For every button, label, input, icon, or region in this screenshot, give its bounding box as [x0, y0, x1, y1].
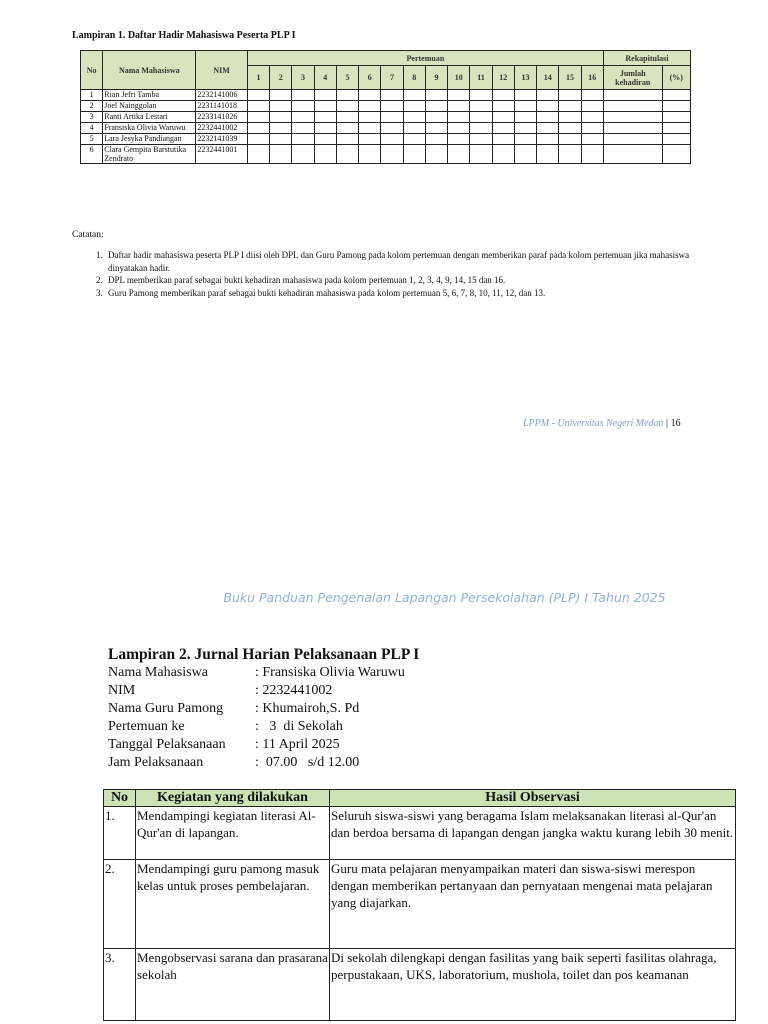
attendance-cell[interactable] — [603, 101, 662, 112]
attendance-cell[interactable] — [448, 112, 470, 123]
attendance-cell[interactable] — [662, 101, 690, 112]
attendance-cell[interactable] — [514, 112, 536, 123]
attendance-cell[interactable] — [559, 123, 581, 134]
attendance-cell[interactable] — [603, 90, 662, 101]
footer-org: LPPM - Universitas Negeri Medan — [523, 418, 664, 429]
attendance-cell[interactable] — [662, 123, 690, 134]
attendance-cell[interactable] — [336, 90, 358, 101]
row-nim: 2231141018 — [196, 101, 248, 112]
row-kegiatan: Mendampingi guru pamong masuk kelas untuk proses pembelajaran. — [136, 860, 330, 949]
note-item: 1. Daftar hadir mahasiswa peserta PLP I diisi oleh DPL dan Guru Pamong pada kolom pertemuan dengan memberikan paraf pada kolom pertemuan jika mahasiswa dinyatakan hadir. — [105, 249, 705, 274]
row-nim: 2232441001 — [196, 145, 248, 164]
attendance-cell[interactable] — [270, 123, 292, 134]
attendance-cell[interactable] — [537, 112, 559, 123]
col-session: 7 — [381, 66, 403, 90]
col-session: 2 — [270, 66, 292, 90]
attendance-cell[interactable] — [492, 123, 514, 134]
row-name: Rian Jefri Tamba — [103, 90, 196, 101]
col-session: 15 — [559, 66, 581, 90]
attendance-cell[interactable] — [603, 134, 662, 145]
attendance-cell[interactable] — [537, 123, 559, 134]
col-session: 11 — [470, 66, 492, 90]
row-kegiatan: Mendampingi kegiatan literasi Al-Qur'an di lapangan. — [136, 807, 330, 860]
attendance-cell[interactable] — [425, 90, 447, 101]
col-no: No — [81, 51, 103, 90]
table-row — [81, 101, 691, 112]
col-session: 14 — [537, 66, 559, 90]
attendance-cell[interactable] — [336, 145, 358, 164]
info-row — [108, 700, 405, 718]
attendance-cell[interactable] — [292, 90, 314, 101]
attendance-title: Lampiran 1. Daftar Hadir Mahasiswa Peserta PLP I — [72, 30, 296, 41]
info-row — [108, 754, 405, 772]
attendance-cell[interactable] — [403, 123, 425, 134]
attendance-cell[interactable] — [662, 145, 690, 164]
journal-table — [103, 789, 736, 1021]
col-jumlah: Jumlah kehadiran — [603, 66, 662, 90]
attendance-cell[interactable] — [470, 112, 492, 123]
attendance-cell[interactable] — [359, 134, 381, 145]
attendance-cell[interactable] — [514, 134, 536, 145]
attendance-cell[interactable] — [559, 134, 581, 145]
attendance-cell[interactable] — [381, 145, 403, 164]
row-name: Joel Nainggolan — [103, 101, 196, 112]
attendance-cell[interactable] — [662, 134, 690, 145]
notes-list — [72, 249, 705, 299]
row-no: 2. — [104, 860, 136, 949]
row-hasil: Di sekolah dilengkapi dengan fasilitas yang baik seperti fasilitas olahraga, perpustakaan, UKS, laboratorium, mushola, toilet dan pos keamanan — [330, 949, 736, 1021]
attendance-cell[interactable] — [537, 134, 559, 145]
info-label: Pertemuan ke — [108, 719, 185, 734]
attendance-cell[interactable] — [381, 123, 403, 134]
attendance-cell[interactable] — [292, 101, 314, 112]
col-pertemuan: Pertemuan — [247, 51, 603, 66]
row-name: Clara Gempita Barstutika Zendrato — [103, 145, 196, 164]
attendance-cell[interactable] — [425, 134, 447, 145]
info-row — [108, 718, 405, 736]
page-header: Buku Panduan Pengenalan Lapangan Persekolahan (PLP) I Tahun 2025 — [223, 590, 666, 605]
attendance-cell[interactable] — [270, 90, 292, 101]
attendance-cell[interactable] — [336, 123, 358, 134]
student-info — [108, 664, 405, 772]
attendance-cell[interactable] — [603, 123, 662, 134]
attendance-cell[interactable] — [603, 145, 662, 164]
attendance-cell[interactable] — [425, 145, 447, 164]
attendance-cell[interactable] — [537, 90, 559, 101]
attendance-table — [80, 50, 691, 164]
col-session: 9 — [425, 66, 447, 90]
attendance-cell[interactable] — [381, 112, 403, 123]
attendance-cell[interactable] — [270, 145, 292, 164]
row-kegiatan: Mengobservasi sarana dan prasarana sekolah — [136, 949, 330, 1021]
attendance-cell[interactable] — [292, 134, 314, 145]
attendance-cell[interactable] — [270, 101, 292, 112]
info-label: Tanggal Pelaksanaan — [108, 737, 226, 752]
info-label: Jam Pelaksanaan — [108, 755, 204, 770]
attendance-cell[interactable] — [559, 101, 581, 112]
attendance-cell[interactable] — [581, 145, 603, 164]
note-item: 3. Guru Pamong memberikan paraf sebagai bukti kehadiran mahasiswa pada kolom pertemuan 5, 6, 7, 8, 10, 11, 12, dan 13. — [105, 287, 705, 300]
attendance-cell[interactable] — [270, 112, 292, 123]
table-row — [104, 807, 736, 860]
attendance-cell[interactable] — [403, 101, 425, 112]
journal-title: Lampiran 2. Jurnal Harian Pelaksanaan PLP I — [108, 646, 420, 663]
attendance-cell[interactable] — [425, 112, 447, 123]
attendance-cell[interactable] — [470, 134, 492, 145]
row-no: 3 — [81, 112, 103, 123]
page-number: 16 — [670, 418, 681, 429]
row-hasil: Seluruh siswa-siswi yang beragama Islam melaksanakan literasi al-Qur'an dan berdoa bersama di lapangan dengan jangka waktu kurang lebih 30 menit. — [330, 807, 736, 860]
attendance-cell[interactable] — [381, 134, 403, 145]
attendance-cell[interactable] — [314, 123, 336, 134]
attendance-cell[interactable] — [662, 112, 690, 123]
row-no: 2 — [81, 101, 103, 112]
col-session: 1 — [247, 66, 269, 90]
row-nim: 2232441002 — [196, 123, 248, 134]
attendance-cell[interactable] — [492, 90, 514, 101]
col-session: 13 — [514, 66, 536, 90]
notes-heading: Catatan: — [72, 230, 104, 240]
info-value: : 11 April 2025 — [255, 737, 340, 752]
info-value: : 07.00 s/d 12.00 — [255, 755, 360, 770]
info-label: NIM — [108, 683, 136, 698]
row-nim: 2232141039 — [196, 134, 248, 145]
attendance-cell[interactable] — [448, 123, 470, 134]
attendance-cell[interactable] — [336, 112, 358, 123]
footer-separator: | — [663, 418, 671, 429]
attendance-cell[interactable] — [359, 112, 381, 123]
attendance-cell[interactable] — [662, 90, 690, 101]
info-value: : 3 di Sekolah — [255, 719, 343, 734]
attendance-cell[interactable] — [514, 123, 536, 134]
attendance-cell[interactable] — [514, 90, 536, 101]
row-no: 1 — [81, 90, 103, 101]
table-row — [104, 860, 736, 949]
attendance-cell[interactable] — [470, 123, 492, 134]
attendance-cell[interactable] — [247, 134, 269, 145]
col-hasil: Hasil Observasi — [330, 790, 736, 807]
info-value: : Fransiska Olivia Waruwu — [255, 665, 405, 680]
row-no: 5 — [81, 134, 103, 145]
attendance-cell[interactable] — [537, 145, 559, 164]
row-no: 1. — [104, 807, 136, 860]
attendance-cell[interactable] — [403, 134, 425, 145]
col-name: Nama Mahasiswa — [103, 51, 196, 90]
table-row — [81, 134, 691, 145]
col-kegiatan: Kegiatan yang dilakukan — [136, 790, 330, 807]
row-nim: 2233141026 — [196, 112, 248, 123]
row-nim: 2232141006 — [196, 90, 248, 101]
attendance-cell[interactable] — [581, 134, 603, 145]
info-label: Nama Mahasiswa — [108, 665, 208, 680]
attendance-cell[interactable] — [359, 145, 381, 164]
attendance-cell[interactable] — [514, 145, 536, 164]
table-row — [104, 949, 736, 1021]
attendance-cell[interactable] — [470, 101, 492, 112]
attendance-cell[interactable] — [559, 145, 581, 164]
attendance-cell[interactable] — [381, 90, 403, 101]
row-no: 6 — [81, 145, 103, 164]
attendance-cell[interactable] — [270, 134, 292, 145]
row-no: 3. — [104, 949, 136, 1021]
attendance-cell[interactable] — [403, 145, 425, 164]
col-session: 6 — [359, 66, 381, 90]
col-session: 12 — [492, 66, 514, 90]
row-hasil: Guru mata pelajaran menyampaikan materi dan siswa-siswi merespon dengan memberikan pertanyaan dan pernyataan mengenai mata pelajaran yang diajarkan. — [330, 860, 736, 949]
table-row — [81, 123, 691, 134]
col-session: 8 — [403, 66, 425, 90]
attendance-cell[interactable] — [559, 90, 581, 101]
col-persen: (%) — [662, 66, 690, 90]
col-nim: NIM — [196, 51, 248, 90]
attendance-cell[interactable] — [581, 123, 603, 134]
attendance-cell[interactable] — [403, 112, 425, 123]
attendance-cell[interactable] — [292, 123, 314, 134]
col-session: 3 — [292, 66, 314, 90]
attendance-cell[interactable] — [314, 101, 336, 112]
attendance-cell[interactable] — [292, 112, 314, 123]
attendance-cell[interactable] — [492, 101, 514, 112]
attendance-cell[interactable] — [425, 123, 447, 134]
attendance-cell[interactable] — [537, 101, 559, 112]
attendance-cell[interactable] — [559, 112, 581, 123]
attendance-cell[interactable] — [359, 101, 381, 112]
attendance-cell[interactable] — [247, 112, 269, 123]
col-no: No — [104, 790, 136, 807]
info-row — [108, 682, 405, 700]
info-value: : Khumairoh,S. Pd — [255, 701, 360, 716]
attendance-cell[interactable] — [381, 101, 403, 112]
attendance-cell[interactable] — [247, 90, 269, 101]
attendance-cell[interactable] — [492, 134, 514, 145]
attendance-cell[interactable] — [514, 101, 536, 112]
attendance-cell[interactable] — [448, 101, 470, 112]
attendance-cell[interactable] — [470, 145, 492, 164]
attendance-cell[interactable] — [581, 90, 603, 101]
attendance-cell[interactable] — [292, 145, 314, 164]
info-row — [108, 664, 405, 682]
info-label: Nama Guru Pamong — [108, 701, 224, 716]
info-value: : 2232441002 — [255, 683, 333, 698]
attendance-cell[interactable] — [314, 145, 336, 164]
row-name: Ranti Artika Lestari — [103, 112, 196, 123]
row-no: 4 — [81, 123, 103, 134]
attendance-cell[interactable] — [492, 112, 514, 123]
attendance-cell[interactable] — [425, 101, 447, 112]
info-row — [108, 736, 405, 754]
page-footer — [523, 418, 681, 429]
table-row — [81, 145, 691, 164]
attendance-cell[interactable] — [336, 134, 358, 145]
attendance-cell[interactable] — [448, 90, 470, 101]
attendance-cell[interactable] — [470, 90, 492, 101]
attendance-cell[interactable] — [336, 101, 358, 112]
col-session: 4 — [314, 66, 336, 90]
attendance-cell[interactable] — [314, 112, 336, 123]
attendance-cell[interactable] — [448, 134, 470, 145]
col-session: 10 — [448, 66, 470, 90]
table-row — [81, 112, 691, 123]
attendance-cell[interactable] — [581, 101, 603, 112]
attendance-cell[interactable] — [247, 123, 269, 134]
table-row — [81, 90, 691, 101]
row-name: Lara Jesyka Pandiangan — [103, 134, 196, 145]
attendance-cell[interactable] — [359, 123, 381, 134]
attendance-cell[interactable] — [359, 90, 381, 101]
attendance-cell[interactable] — [247, 145, 269, 164]
attendance-cell[interactable] — [247, 101, 269, 112]
attendance-cell[interactable] — [603, 112, 662, 123]
attendance-cell[interactable] — [314, 134, 336, 145]
col-session: 16 — [581, 66, 603, 90]
attendance-cell[interactable] — [448, 145, 470, 164]
row-name: Fransiska Olivia Waruwu — [103, 123, 196, 134]
attendance-cell[interactable] — [403, 90, 425, 101]
attendance-cell[interactable] — [581, 112, 603, 123]
attendance-cell[interactable] — [492, 145, 514, 164]
col-rekap: Rekapitulasi — [603, 51, 690, 66]
note-item: 2. DPL memberikan paraf sebagai bukti kehadiran mahasiswa pada kolom pertemuan 1, 2, 3, 4, 9, 14, 15 dan 16. — [105, 274, 705, 287]
col-session: 5 — [336, 66, 358, 90]
attendance-cell[interactable] — [314, 90, 336, 101]
